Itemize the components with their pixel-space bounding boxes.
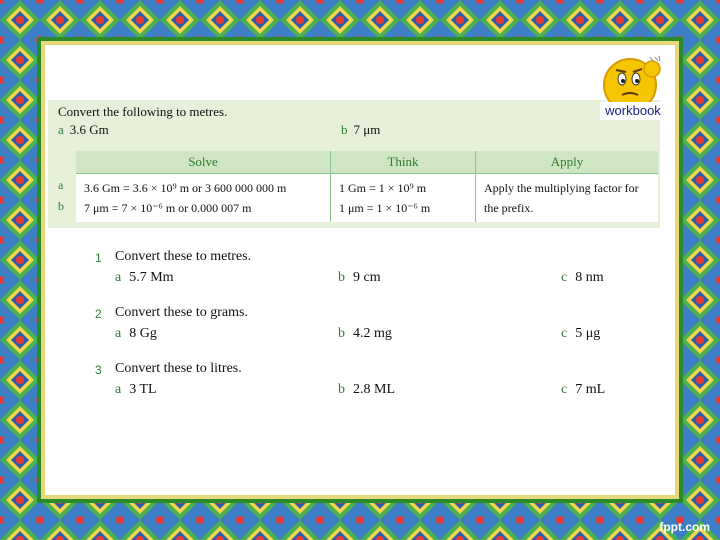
answer-c: c 5 μg bbox=[561, 326, 601, 341]
header-think: Think bbox=[331, 151, 476, 174]
header-apply: Apply bbox=[476, 151, 659, 174]
example-part-a: a 3.6 Gm bbox=[58, 122, 109, 137]
table-row-label-a: a bbox=[58, 178, 64, 192]
worked-example-box bbox=[48, 100, 660, 228]
question-number: 1 bbox=[95, 251, 102, 265]
answer-b: b 9 cm bbox=[338, 270, 381, 285]
footer-brand: fppt.com bbox=[659, 520, 710, 534]
answer-b: b 4.2 mg bbox=[338, 326, 392, 341]
question-text: Convert these to grams. bbox=[115, 305, 248, 320]
table-row-label-b: b bbox=[58, 199, 64, 213]
question-number: 3 bbox=[95, 363, 102, 377]
think-cell: 1 Gm = 1 × 10⁹ m 1 μm = 1 × 10⁻⁶ m bbox=[331, 174, 476, 223]
workbook-label: workbook bbox=[600, 102, 666, 120]
solve-think-apply-table bbox=[76, 151, 658, 222]
question-text: Convert these to litres. bbox=[115, 361, 242, 376]
answer-c: c 8 nm bbox=[561, 270, 604, 285]
slide-content bbox=[45, 45, 675, 495]
example-part-b: b 7 μm bbox=[341, 122, 381, 137]
answer-a: a 5.7 Mm bbox=[115, 270, 174, 285]
answer-a: a 8 Gg bbox=[115, 326, 157, 341]
question-number: 2 bbox=[95, 307, 102, 321]
answer-c: c 7 mL bbox=[561, 382, 606, 397]
header-solve: Solve bbox=[76, 151, 331, 174]
answer-b: b 2.8 ML bbox=[338, 382, 395, 397]
example-title: Convert the following to metres. bbox=[58, 104, 228, 119]
answer-a: a 3 TL bbox=[115, 382, 157, 397]
apply-cell: Apply the multiplying factor for the prefix. bbox=[484, 181, 639, 215]
solve-cell: 3.6 Gm = 3.6 × 10⁹ m or 3 600 000 000 m 7 μm = 7 × 10⁻⁶ m or 0.000 007 m bbox=[76, 174, 331, 223]
question-text: Convert these to metres. bbox=[115, 249, 252, 264]
